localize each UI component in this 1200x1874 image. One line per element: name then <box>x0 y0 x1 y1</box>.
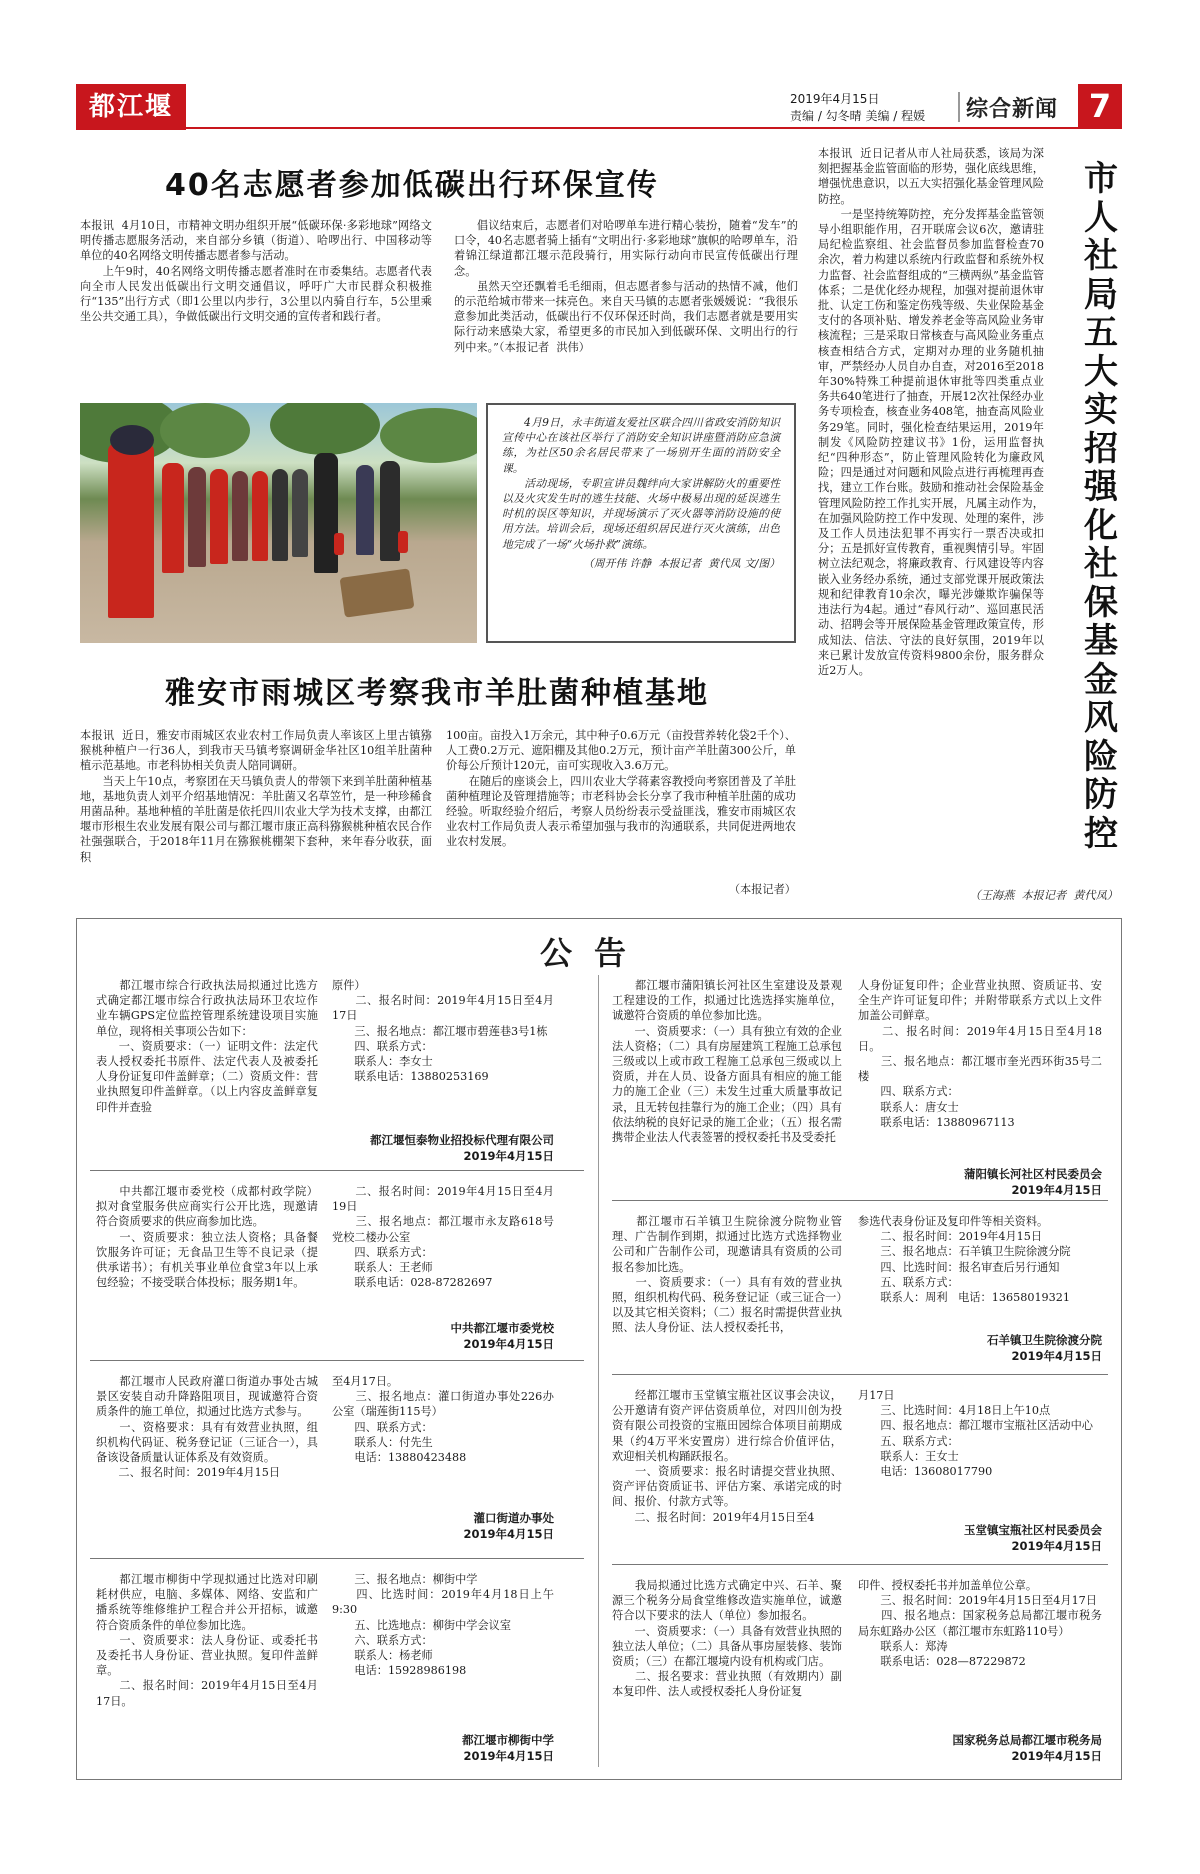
page-number: 7 <box>1078 84 1122 128</box>
notice5-signature: 灌口街道办事处 2019年4月15日 <box>463 1510 554 1541</box>
notice-separator <box>90 1170 584 1171</box>
notice4-signature: 石羊镇卫生院徐渡分院 2019年4月15日 <box>987 1332 1102 1363</box>
notice6-signature: 玉堂镇宝瓶社区村民委员会 2019年4月15日 <box>964 1522 1102 1553</box>
article3-headline: 市人社局五大实招强化社保基金风险防控 <box>1084 159 1118 854</box>
fire-drill-photo <box>80 403 477 643</box>
article2-headline: 雅安市雨城区考察我市羊肚菌种植基地 <box>165 676 709 711</box>
article3-credit: （王海燕 本报记者 黄代凤） <box>969 889 1118 902</box>
notice-separator <box>90 1360 584 1361</box>
notice7-col-b: 三、报名地点：柳街中学 四、比选时间：2019年4月18日上午9:30 五、比选地点：柳街中学会议室 六、联系方式： 联系人：杨老师 电话：15928986198 <box>332 1573 554 1678</box>
notice-separator <box>612 1564 1108 1565</box>
notice1-signature: 都江堰恒泰物业招投标代理有限公司 2019年4月15日 <box>370 1132 554 1163</box>
notice8-signature: 国家税务总局都江堰市税务局 2019年4月15日 <box>952 1732 1102 1763</box>
article1-col1: 本报讯 4月10日，市精神文明办组织开展“低碳环保·多彩地球”网络文明传播志愿服务活动，来自部分乡镇（街道）、哈啰出行、中国移动等单位的40名网络文明传播志愿者参与活动。 上午9时，40名网络文明传播志愿者准时在市委集结。志愿者代表向全市人民发出低碳出行文明交通倡议，呼吁广大市民群众积极推行“135”出行方式（即1公里以内步行，3公里以内骑自行车，5公里乘坐公共交通工具），争做低碳出行文明交通的宣传者和践行者。 <box>80 219 432 324</box>
issue-date: 2019年4月15日 <box>790 92 880 106</box>
header-rule <box>76 127 1122 129</box>
notice3-signature: 中共都江堰市委党校 2019年4月15日 <box>450 1320 554 1351</box>
notice3-col-b: 二、报名时间：2019年4月15日至4月19日 三、报名地点：都江堰市永友路618号党校二楼办公室 四、联系方式： 联系人：王老师 联系电话：028-87282697 <box>332 1185 554 1290</box>
notice-title: 公告 <box>540 934 649 972</box>
notice2-signature: 蒲阳镇长河社区村民委员会 2019年4月15日 <box>964 1166 1102 1197</box>
article1-headline: 40名志愿者参加低碳出行环保宣传 <box>165 168 659 203</box>
header-divider <box>958 92 960 122</box>
photo-caption-text: 4月9日，永丰街道友爱社区联合四川省政安消防知识宣传中心在该社区举行了消防安全知识讲座暨消防应急演练，为社区50余名居民带来了一场别开生面的消防安全课。 活动现场，专职宣讲员魏绊向大家讲解防火的重要性以及火灾发生时的逃生技能、火场中极易出现的延误逃生时机的误区等知识，并现场演示了灭火器等消防设施的使用方法。培训会后，现场还组织居民进行灭火演练，出色地完成了一场“火场扑救”演练。 <box>502 416 780 551</box>
notice2-col-b: 人身份证复印件；企业营业执照、资质证书、安全生产许可证复印件；并附带联系方式以上文件加盖公司鲜章。 二、报名时间：2019年4月15日至4月18日。 三、报名地点：都江堰市奎光西环街35号二楼 四、联系方式： 联系人：唐女士 联系电话：13880967113 <box>858 979 1102 1129</box>
photo-caption-credit: （周开伟 许静 本报记者 黄代凤 文/图） <box>583 556 780 570</box>
article2-credit: （本报记者） <box>728 883 796 896</box>
notice-center-rule <box>598 975 599 1767</box>
notice5-col-a: 都江堰市人民政府灌口街道办事处古城景区安装自动升降路阻项目，现诚邀符合资质条件的施工单位，拟通过比选方式参与。 一、资格要求：具有有效营业执照，组织机构代码证、税务登记证（三证合一），具备该设备质量认证体系及有效资质。 二、报名时间：2019年4月15日 <box>96 1375 318 1480</box>
notice6-col-a: 经都江堰市玉堂镇宝瓶社区议事会决议，公开邀请有资产评估资质单位，对四川创为投资有限公司投资的宝瓶田园综合体项目前期成果（约4万平米安置房）进行综合价值评估，欢迎相关机构踊跃报名。 一、资质要求：报名时请提交营业执照、资产评估资质证书、评估方案、承诺完成的时间、报价、付款方式等。 二、报名时间：2019年4月15日至4 <box>612 1389 842 1524</box>
notice-separator <box>90 1558 584 1559</box>
notice6-col-b: 月17日 三、比选时间：4月18日上午10点 四、报名地点：都江堰市宝瓶社区活动中心 五、联系方式： 联系人：王女士 电话：13608017790 <box>858 1389 1093 1479</box>
notice1-col-b: 原件） 二、报名时间：2019年4月15日至4月17日 三、报名地点：都江堰市碧莲巷3号1栋 四、联系方式： 联系人：李女士 联系电话：13880253169 <box>332 979 554 1084</box>
notice4-col-a: 都江堰市石羊镇卫生院徐渡分院物业管理、广告制作到期，拟通过比选方式选择物业公司和广告制作公司，现邀请具有资质的公司报名参加比选。 一、资质要求：（一）具有有效的营业执照，组织机构代码、税务登记证（或三证合一）以及其它相关资料；（二）报名时需提供营业执照、法人身份证、法人授权委托书， <box>612 1215 842 1335</box>
editors-credit: 责编 / 勾冬晴 美编 / 程媛 <box>790 109 926 123</box>
notice-separator <box>612 1200 1108 1201</box>
notice8-col-b: 印件、授权委托书并加盖单位公章。 三、报名时间：2019年4月15日至4月17日 四、报名地点：国家税务总局都江堰市税务局东虹路办公区（都江堰市东虹路110号） 联系人：郑涛 联系电话：028—87229872 <box>858 1579 1102 1669</box>
notice5-col-b: 至4月17日。 三、报名地点：灌口街道办事处226办公室（瑞莲街115号） 四、联系方式： 联系人：付先生 电话：13880423488 <box>332 1375 554 1465</box>
article2-col2: 100亩。亩投入1万余元，其中种子0.6万元（亩投营养转化袋2千个）、人工费0.2万元、遮阳棚及其他0.2万元，预计亩产羊肚菌300公斤，单价每公斤预计120元，亩可实现收入3.6万元。 在随后的座谈会上，四川农业大学蒋素容教授向考察团普及了羊肚菌种植理论及管理措施等；市老科协会长分享了我市种植羊肚菌的成功经验。听取经验介绍后，考察人员纷纷表示受益匪浅，雅安市雨城区农业农村工作局负责人表示希望加强与我市的沟通联系，共同促进两地农业农村发展。 <box>446 729 796 849</box>
notice-separator <box>612 1374 1108 1375</box>
article1-col2: 倡议结束后，志愿者们对哈啰单车进行精心装扮，随着“发车”的口令，40名志愿者骑上插有“文明出行·多彩地球”旗帜的哈啰单车，沿着锦江绿道都江堰示范段骑行，用实际行动向市民宣传低碳出行理念。 虽然天空还飘着毛毛细雨，但志愿者参与活动的热情不减，他们的示范给城市带来一抹亮色。来自天马镇的志愿者张媛媛说：“我很乐意参加此类活动，低碳出行不仅环保还时尚，我们志愿者就是要用实际行动来感染大家，希望更多的市民加入到低碳环保、文明出行的行列中来。”（本报记者 洪伟） <box>454 219 798 354</box>
notice7-col-a: 都江堰市柳街中学现拟通过比选对印刷耗材供应，电脑、多媒体、网络、安监和广播系统等维修维护工程合并公开招标，诚邀符合资质条件的单位参加比选。 一、资质要求：法人身份证、或委托书及委托书人身份证、营业执照。复印件盖鲜章。 二、报名时间：2019年4月15日至4月17日。 <box>96 1573 318 1708</box>
notice3-col-a: 中共都江堰市委党校（成都村政学院）拟对食堂服务供应商实行公开比选，现邀请符合资质要求的供应商参加比选。 一、资质要求：独立法人资格；具备餐饮服务许可证；无食品卫生等不良记录（提供承诺书）；有机关事业单位食堂3年以上承包经验；不接受联合体投标；服务期1年。 <box>96 1185 318 1290</box>
section-title: 综合新闻 <box>966 97 1059 122</box>
notice7-signature: 都江堰市柳街中学 2019年4月15日 <box>462 1732 554 1763</box>
notice4-col-b: 参选代表身份证及复印件等相关资料。 二、报名时间：2019年4月15日 三、报名地点：石羊镇卫生院徐渡分院 四、比选时间：报名审查后另行通知 五、联系方式： 联系人：周利 电话：13658019321 <box>858 1215 1071 1305</box>
article3-body: 本报讯 近日记者从市人社局获悉，该局为深刻把握基金监管面临的形势，强化底线思维，增强忧患意识，以五大实招强化基金管理风险防控。 一是坚持统筹防控，充分发挥基金监管领导小组职能作用，召开联席会议6次，邀请驻局纪检监察组、社会监督员参加监督检查70余次，着力构建以系统内行政监督和系统外权力监督、社会监督组成的“三横两纵”基金监管体系；二是优化经办规程，加强对提前退休审批、认定工伤和鉴定伤残等级、失业保险基金支付的各项补贴、增发养老金等高风险业务审核流程；三是采取日常核查与高风险业务重点核查相结合方式，定期对办理的业务随机抽审，严禁经办人员自办自查，对2016至2018年30%特殊工种提前退休审批等四类重点业务共640笔进行了抽查，开展12次社保经办业务专项检查，核查业务408笔，抽查高风险业务29笔。同时，强化检查结果运用，2019年制发《风险防控建议书》1份，运用监督执纪“四种形态”，防止管理风险转化为廉政风险；四是通过对问题和风险点进行再梳理再查找，建立工作台账。鼓励和推动社会保险基金管理风险防控工作扎实开展，凡属主动作为，在加强风险防控工作中发现、处理的案件，涉及工作人员违法犯罪不再实行一票否决或扣分；五是抓好宣传教育，重视舆情引导。牢固树立法纪观念，将廉政教育、行风建设等内容嵌入业务经办系统，通过支部党课开展政策法规和纪律教育10余次，曝光涉嫌欺诈骗保等违法行为4起。通过“春风行动”、巡回惠民活动、招聘会等开展保险基金管理政策宣传，形成知法、信法、守法的良好氛围，2019年以来已累计发放宣传资料9800余份，服务群众近2万人。 <box>818 147 1044 677</box>
notice2-col-a: 都江堰市蒲阳镇长河社区生室建设及景观工程建设的工作，拟通过比选选择实施单位，诚邀符合资质的单位参加比选。 一、资质要求：（一）具有独立有效的企业法人资格；（二）具有房屋建筑工程施工总承包三级或以上或市政工程施工总承包三级或以上资质，并在人员、设备方面具有相应的施工能力的施工企业（三）未发生过重大质量事故记录，且无转包挂靠行为的施工企业；（四）具有依法纳税的良好记录的施工企业；（五）报名需携带企业法人代表签署的授权委托书及受委托 <box>612 979 842 1145</box>
article2-col1: 本报讯 近日，雅安市雨城区农业农村工作局负责人率该区上里古镇猕猴桃种植户一行36人，到我市天马镇考察调研金华社区10组羊肚菌种植示范基地。市老科协相关负责人陪同调研。 当天上午10点，考察团在天马镇负责人的带领下来到羊肚菌种植基地，基地负责人刘平介绍基地情况：羊肚菌又名草笠竹，是一种珍稀食用菌品种。基地种植的羊肚菌是依托四川农业大学为技术支撑，由都江堰市形根生农业发展有限公司与都江堰市康正高科猕猴桃种植农民合作社强强联合，于2018年11月在猕猴桃棚架下套种，来年春分收获，面积 <box>80 729 432 864</box>
masthead-logo: 都江堰报 <box>76 84 186 130</box>
notice1-col-a: 都江堰市综合行政执法局拟通过比选方式确定都江堰市综合行政执法局环卫农垃作业车辆GPS定位监控管理系统建设项目实施单位，现将相关事项公告如下： 一、资质要求：（一）证明文件：法定代表人授权委托书原件、法定代表人及被委托人身份证复印件盖鲜章；（二）资质文件：营业执照复印件盖鲜章。（以上内容皮盖鲜章复印件并查验 <box>96 979 318 1114</box>
photo-caption-box <box>486 403 796 643</box>
notice8-col-a: 我局拟通过比选方式确定中兴、石羊、聚源三个税务分局食堂维修改造实施单位，诚邀符合以下要求的法人（单位）参加报名。 一、资质要求：（一）具备有效营业执照的独立法人单位；（二）具备从事房屋装修、装饰资质；（三）在都江堰境内设有机构或门店。 二、报名要求：营业执照（有效期内）副本复印件、法人或授权委托人身份证复 <box>612 1579 842 1699</box>
